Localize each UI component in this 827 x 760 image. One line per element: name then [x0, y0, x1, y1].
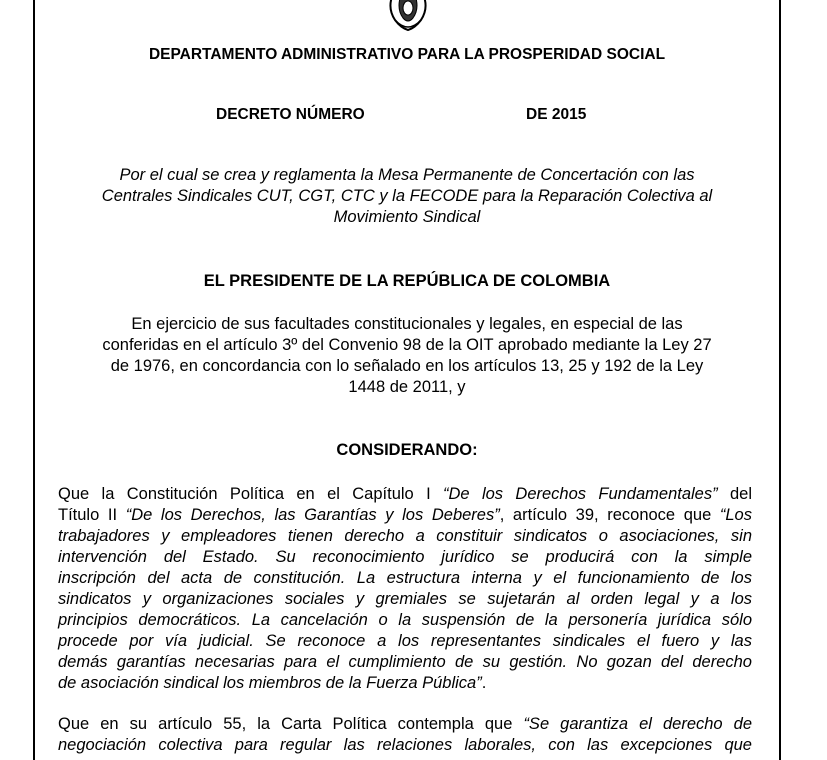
paragraph-line: demás garantías necesarias para el cumplimiento de su gestión. No gozan del derecho [58, 653, 752, 671]
subject-line: Por el cual se crea y reglamenta la Mesa Permanente de Concertación con las [119, 166, 695, 184]
considerando-paragraph-1 [58, 484, 752, 694]
text-run: del [717, 485, 752, 503]
decree-year: DE 2015 [526, 106, 587, 123]
quoted-title: “De los Derechos Fundamentales” [443, 485, 718, 503]
department-heading: DEPARTAMENTO ADMINISTRATIVO PARA LA PROSPERIDAD SOCIAL [148, 46, 666, 63]
paragraph-line: procede por vía judicial. Se reconoce a los representantes sindicales el fuero y las [58, 632, 752, 650]
quoted-title: “De los Derechos, las Garantías y los Deberes” [125, 506, 500, 524]
paragraph-line: intervención del Estado. Su reconocimiento jurídico se producirá con la simple [58, 548, 752, 566]
paragraph-line [58, 484, 752, 505]
considerando-heading: CONSIDERANDO: [336, 441, 478, 459]
subject-line: Centrales Sindicales CUT, CGT, CTC y la FECODE para la Reparación Colectiva al [101, 187, 713, 205]
paragraph-line [58, 673, 752, 694]
paragraph-line [58, 714, 752, 735]
quoted-text: de asociación sindical los miembros de la Fuerza Pública” [58, 674, 482, 692]
paragraph-line [58, 505, 752, 526]
decree-number-label: DECRETO NÚMERO [216, 106, 365, 123]
paragraph-line: sindicatos y organizaciones sociales y gremiales se sujetarán al orden legal y a los [58, 590, 752, 608]
powers-line: En ejercicio de sus facultades constitucionales y legales, en especial de las [131, 315, 683, 333]
coat-of-arms-seal [383, 0, 433, 32]
powers-line: conferidas en el artículo 3º del Convenio 98 de la OIT aprobado mediante la Ley 27 [102, 336, 712, 354]
text-run: , artículo 39, reconoce que [499, 506, 720, 524]
president-heading: EL PRESIDENTE DE LA REPÚBLICA DE COLOMBIA [203, 272, 611, 290]
decree-subject [40, 165, 774, 228]
text-run: Que en su artículo 55, la Carta Política contempla que [58, 715, 524, 733]
paragraph-line: trabajadores y empleadores tienen derecho a constituir sindicatos o asociaciones, sin [58, 527, 752, 545]
paragraph-line: negociación colectiva para regular las relaciones laborales, con las excepciones que [58, 736, 752, 754]
paragraph-line: inscripción del acta de constitución. La estructura interna y el funcionamiento de los [58, 569, 752, 587]
text-run: Título II [58, 506, 126, 524]
powers-line: de 1976, en concordancia con lo señalado en los artículos 13, 25 y 192 de la Ley [110, 357, 704, 375]
quoted-text: “Se garantiza el derecho de [523, 715, 752, 733]
powers-line: 1448 de 2011, y [348, 378, 466, 396]
text-run: . [481, 674, 487, 692]
subject-line: Movimiento Sindical [333, 208, 481, 226]
text-run: Que la Constitución Política en el Capítulo I [58, 485, 444, 503]
powers-preamble [40, 314, 774, 398]
quoted-text: “Los [719, 506, 752, 524]
paragraph-line: principios democráticos. La cancelación o la suspensión de la personería jurídica sólo [58, 611, 752, 629]
